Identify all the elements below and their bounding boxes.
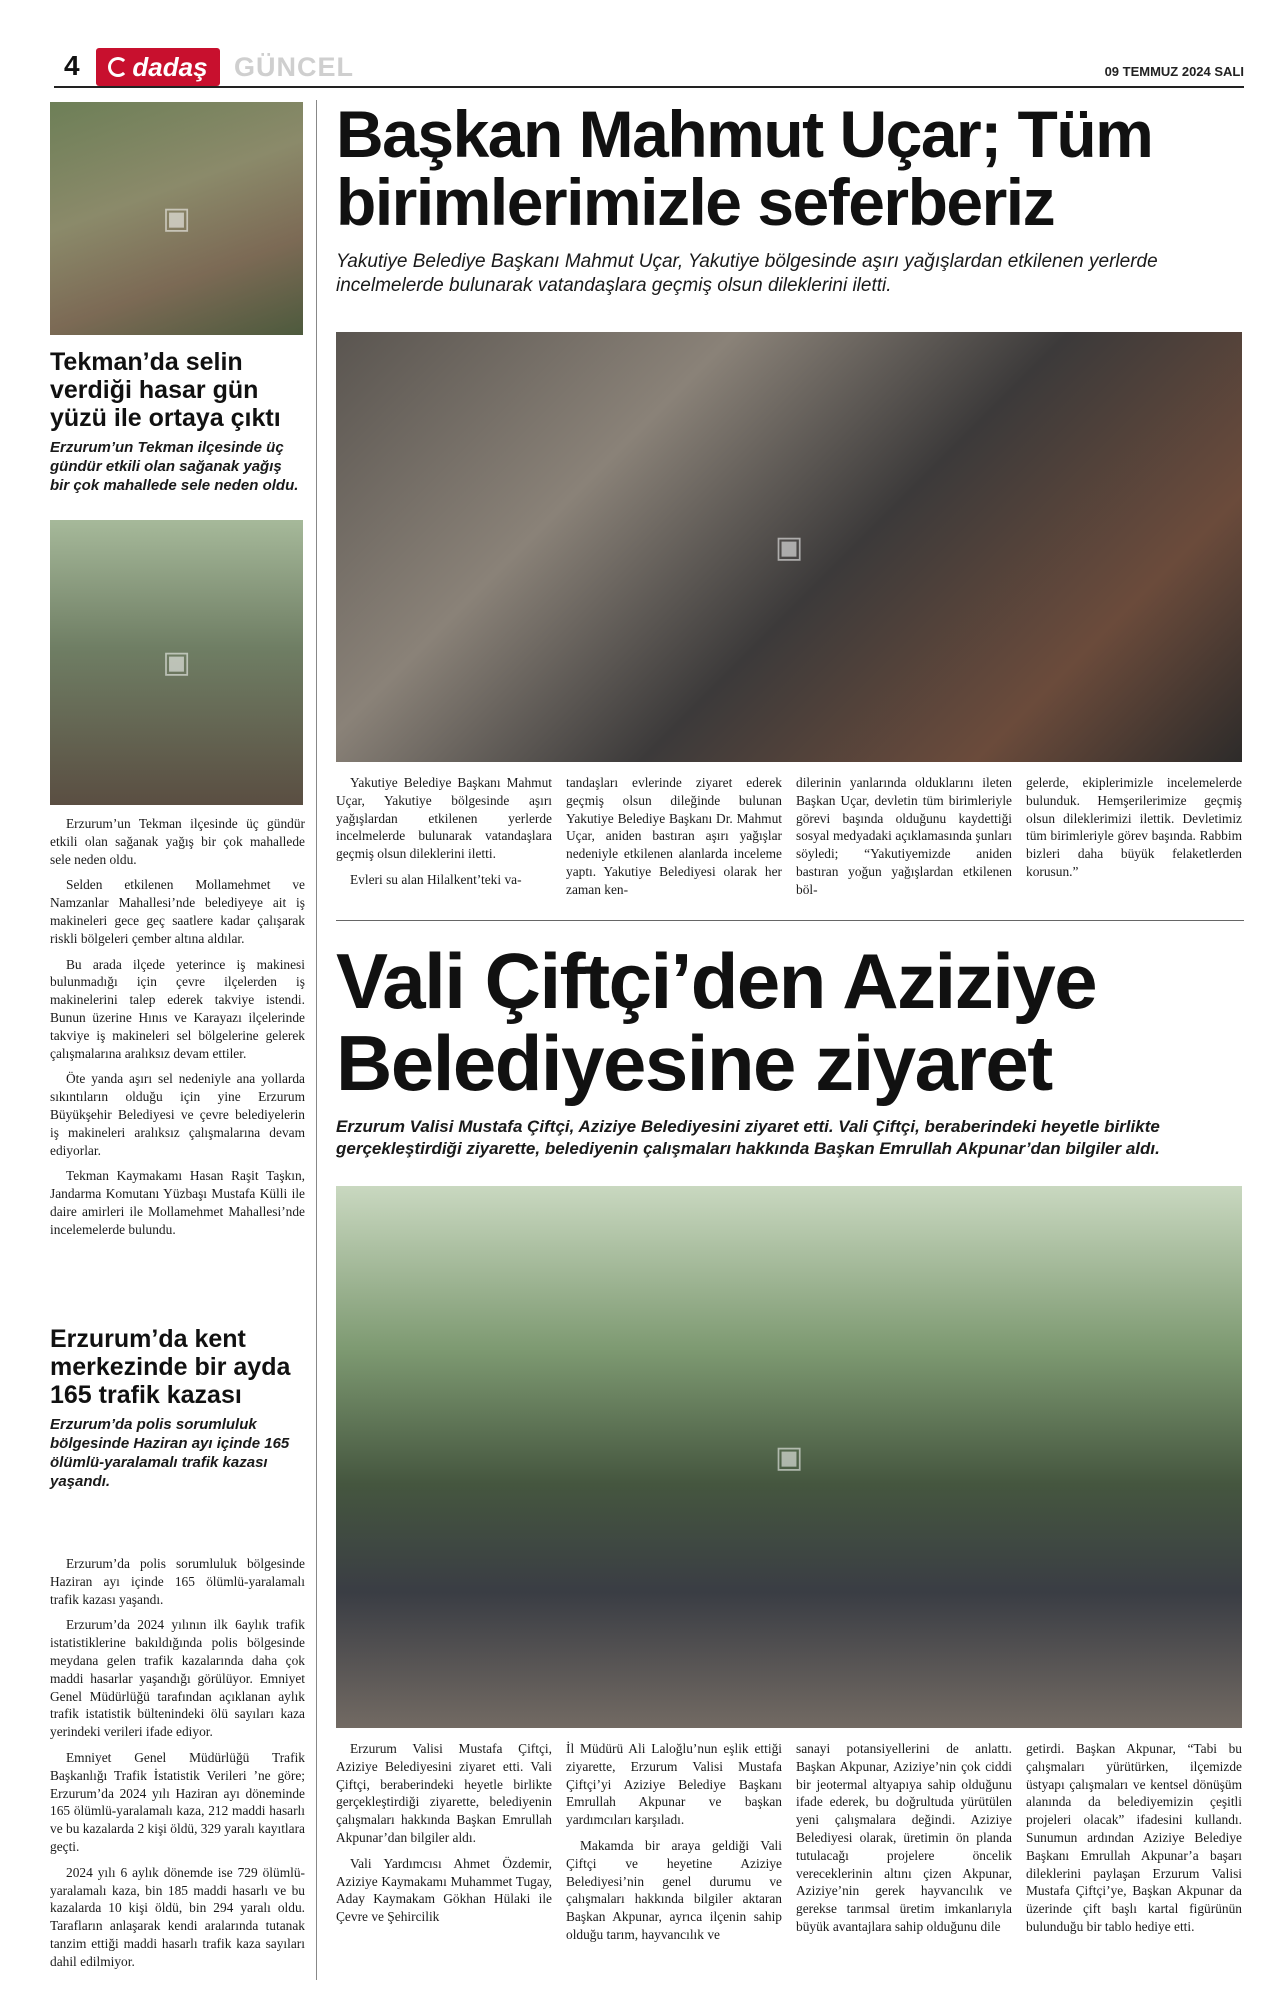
image-icon: ▣ bbox=[162, 201, 191, 236]
story-separator bbox=[336, 920, 1244, 921]
side2-paragraph: 2024 yılı 6 aylık dönemde ise 729 ölümlü-yaralamalı kaza, bin 185 maddi hasarlı ve bu kazalarda 10 kişi öldü, bin 294 yaralı oldu. Tarafların anlaşarak kendi aralarında tutanak tanzim ettiği maddi hasarlı trafik kaza sayıları dahil edilmiyor. bbox=[50, 1864, 305, 1969]
story2-paragraph: sanayi potansiyellerini de anlattı. Başkan Akpunar, Aziziye’nin çok ciddi bir jeotermal altyapıya sahip olduğunu ifade ederek, bu doğrultuda yürütülen yeni çalışmalara değindi. Aziziye Belediyesi olarak, üretimin ön planda tutulacağı projelere öncelik vereceklerinin altını çizen Akpunar, Aziziye’nin gerek hayvancılık ve gerekse tarımsal üretim imkanlarıyla büyük avantajlara sahip olduğunu dile bbox=[796, 1741, 1012, 1934]
story2-body bbox=[336, 1740, 1242, 1952]
side1-paragraph: Erzurum’un Tekman ilçesinde üç gündür etkili olan sağanak yağış bir çok mahallede sele neden oldu. bbox=[50, 816, 305, 867]
logo-text: dadaş bbox=[132, 51, 208, 82]
side2-headline: Erzurum’da kent merkezinde bir ayda 165 trafik kazası bbox=[50, 1325, 291, 1409]
image-icon: ▣ bbox=[774, 1439, 804, 1475]
column-divider bbox=[316, 100, 317, 1980]
story2-paragraph: İl Müdürü Ali Laloğlu’nun eşlik ettiği ziyarette, Erzurum Valisi Mustafa Çiftçi’yi Aziziye Belediye Başkanı Emrullah Akpunar ve başkan yardımcıları karşıladı. bbox=[566, 1741, 782, 1828]
story2-headline: Vali Çiftçi’den Aziziye Belediyesine ziyaret bbox=[336, 937, 1097, 1107]
side1-body bbox=[50, 815, 305, 1247]
story1-lede: Yakutiye Belediye Başkanı Mahmut Uçar, Yakutiye bölgesinde aşırı yağışlardan etkilenen yerlerde incelmelerde bulunarak vatandaşlara geçmiş olsun dileklerini iletti. bbox=[336, 251, 1158, 296]
side2-lede: Erzurum’da polis sorumluluk bölgesinde Haziran ayı içinde 165 ölümlü-yaralamalı trafik kazası yaşandı. bbox=[50, 1416, 290, 1490]
section-label: GÜNCEL bbox=[234, 52, 354, 82]
story1-paragraph: gelerde, ekiplerimizle incelemelerde bulunduk. Hemşerilerimize geçmiş olsun dileklerimizi ilettik. Devletimiz tüm birimleriyle görev başında. Rabbim bizleri daha büyük felaketlerden korusun.” bbox=[1026, 775, 1242, 879]
story1-paragraph: dilerinin yanlarında olduklarını ileten Başkan Uçar, devletin tüm birimleriyle görevi başında olduğunu kaydettiği sosyal medyadaki açıklamasında şunları söyledi; “Yakutiyemizde aniden bastıran yoğun yağışlardan etkilenen böl- bbox=[796, 775, 1012, 897]
story2-lede: Erzurum Valisi Mustafa Çiftçi, Aziziye Belediyesini ziyaret etti. Vali Çiftçi, beraberindeki heyetle birlikte gerçekleştirdiği ziyarette, belediyenin çalışmaları hakkında Başkan Emrullah Akpunar’dan bilgiler aldı. bbox=[336, 1117, 1160, 1158]
side1-paragraph: Selden etkilenen Mollamehmet ve Namzanlar Mahallesi’nde belediyeye ait iş makineleri gece geç saatlere kadar çalışarak riskli bölgeleri çember altına aldılar. bbox=[50, 877, 305, 946]
header-rule bbox=[54, 86, 1244, 88]
flood-damage-photo bbox=[50, 102, 303, 335]
image-icon: ▣ bbox=[774, 529, 804, 565]
issue-date: 09 TEMMUZ 2024 SALI bbox=[1104, 64, 1244, 79]
side1-lede: Erzurum’un Tekman ilçesinde üç gündür etkili olan sağanak yağış bir çok mahallede sele neden oldu. bbox=[50, 439, 299, 494]
mayor-visit-photo bbox=[336, 332, 1242, 762]
story2-paragraph: getirdi. Başkan Akpunar, “Tabi bu çalışmaları yürütürken, ilçemizde üstyapı çalışmaları ve kentsel dönüşüm alanında da belediyemizin çeşitli projeleri olacak” ifadesini kullandı. Sunumun ardından Aziziye Belediye Başkanı Emrullah Akpunar’a başarı dileklerini paylaşan Erzurum Valisi Mustafa Çiftçi’ye, Başkan Akpunar da üzerinde çift başlı kartal figürünün bulunduğu bir tablo hediye etti. bbox=[1026, 1741, 1242, 1934]
side1-paragraph: Öte yanda aşırı sel nedeniyle ana yollarda sıkıntıların olduğu için yine Erzurum Büyükşehir Belediyesi ve çevre belediyelerin iş makineleri aralıksız çalışmalarına devam ediyorlar. bbox=[50, 1071, 305, 1158]
side1-headline: Tekman’da selin verdiği hasar gün yüzü ile ortaya çıktı bbox=[50, 348, 281, 432]
story1-paragraph: Yakutiye Belediye Başkanı Mahmut Uçar, Yakutiye bölgesinde aşırı yağışlardan etkilenen yerlerde incelmelerde bulunarak vatandaşlara geçmiş olsun dileklerini iletti. bbox=[336, 775, 552, 862]
story2-paragraph: Erzurum Valisi Mustafa Çiftçi, Aziziye Belediyesini ziyaret etti. Vali Çiftçi, beraberindeki heyetle birlikte gerçekleştirdiği ziyarette, belediyenin çalışmaları hakkında Başkan Emrullah Akpunar’dan bilgiler aldı. bbox=[336, 1741, 552, 1845]
side2-paragraph: Erzurum’da 2024 yılının ilk 6aylık trafik istatistiklerine bakıldığında polis bölgesinde meydana gelen trafik kazalarında daha çok maddi hasarlar yaşandığı görülüyor. Emniyet Genel Müdürlüğü tarafından açıklanan aylık trafik istatistik bültenindeki ölü sayıları kaza yerindeki verileri ifade ediyor. bbox=[50, 1617, 305, 1740]
story1-headline: Başkan Mahmut Uçar; Tüm birimlerimizle seferberiz bbox=[336, 97, 1153, 239]
officials-inspection-photo bbox=[50, 520, 303, 805]
side1-paragraph: Bu arada ilçede yeterince iş makinesi bulunmadığı için çevre ilçelerden iş makinelerini talep ederek takviye istendi. Bunun üzerine Hınıs ve Karayazı ilçelerinde takviye iş makineleri sel bölgelerine gelerek çalışmalarına aralıksız devam ettiler. bbox=[50, 956, 305, 1061]
crescent-icon bbox=[108, 57, 128, 77]
story2-paragraph: Vali Yardımcısı Ahmet Özdemir, Aziziye Kaymakamı Muhammet Tugay, Aday Kaymakam Gökhan Hülaki ile Çevre ve Şehircilik bbox=[336, 1855, 552, 1925]
governor-visit-photo bbox=[336, 1186, 1242, 1728]
side1-paragraph: Tekman Kaymakamı Hasan Raşit Taşkın, Jandarma Komutanı Yüzbaşı Mustafa Külli ile daire amirleri ile Mollamehmet Mahallesi’nde incelemelerde bulundu. bbox=[50, 1168, 305, 1237]
story2-paragraph: Makamda bir araya geldiği Vali Çiftçi ve heyetine Aziziye Belediyesi’nin genel durumu ve çalışmaları hakkında bilgiler aktaran Başkan Akpunar, ayrıca ilçenin sahip olduğu tarım, hayvancılık ve bbox=[566, 1837, 782, 1942]
story1-paragraph: Evleri su alan Hilalkent’teki va- bbox=[350, 871, 522, 887]
page-number: 4 bbox=[64, 50, 80, 81]
story1-paragraph: tandaşları evlerinde ziyaret ederek geçmiş olsun dileğinde bulunan Yakutiye Belediye Başkanı Dr. Mahmut Uçar, aniden bastıran aşırı yağışlar nedeniyle etkilenen alanlarda inceleme yaptı. Yakutiye Belediyesi olarak her zaman ken- bbox=[566, 775, 782, 897]
story1-body bbox=[336, 774, 1242, 907]
side2-paragraph: Emniyet Genel Müdürlüğü Trafik Başkanlığı Trafik İstatistik Verileri ’ne göre; Erzurum’da 2024 yılı Haziran ayı döneminde 165 ölümlü-yaralamalı kaza, 212 maddi hasarlı ve bu kazalarda 2 kişi öldü, 329 yaralı kayıtlara geçti. bbox=[50, 1749, 305, 1854]
image-icon: ▣ bbox=[162, 645, 191, 680]
side2-body bbox=[50, 1555, 305, 1979]
side2-paragraph: Erzurum’da polis sorumluluk bölgesinde Haziran ayı içinde 165 ölümlü-yaralamalı trafik kazası yaşandı. bbox=[50, 1556, 305, 1607]
newspaper-logo bbox=[96, 48, 220, 86]
